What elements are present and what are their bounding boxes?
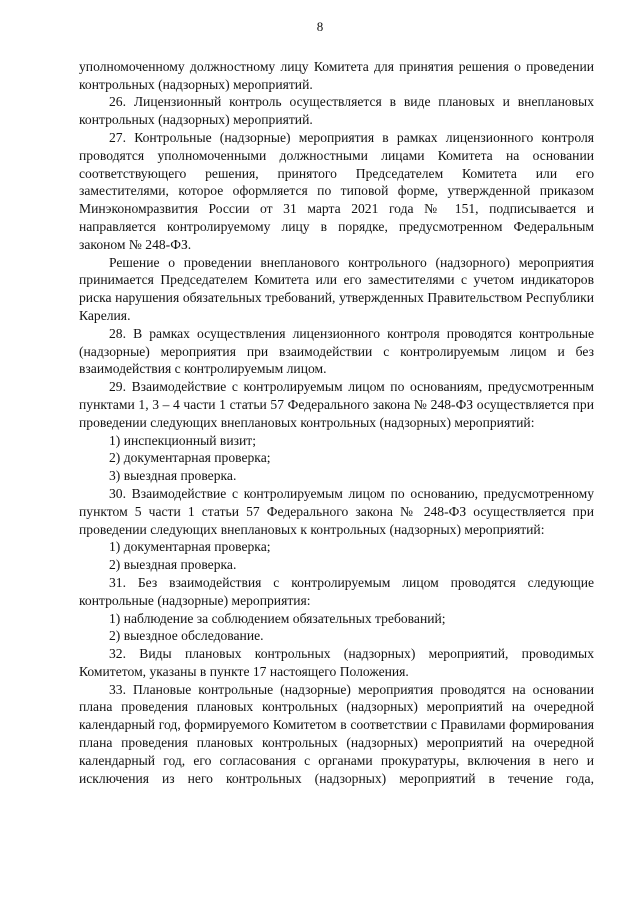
paragraph: 32. Виды плановых контрольных (надзорных) мероприятий, проводимых Комитетом, указаны в пункте 17 настоящего Положения.	[79, 646, 594, 679]
paragraph: 28. В рамках осуществления лицензионного контроля проводятся контрольные (надзорные) мероприятия при взаимодействии с контролируемым лицом и без взаимодействия с контролируемым лицом.	[79, 325, 594, 377]
paragraph: Решение о проведении внепланового контрольного (надзорного) мероприятия принимается Председателем Комитета или его заместителями с учетом индикаторов риска нарушения обязательных требований, утвержденных Правительством Республики Карелия.	[79, 254, 594, 323]
paragraph: 33. Плановые контрольные (надзорные) мероприятия проводятся на основании плана проведения плановых контрольных (надзорных) мероприятий на очередной календарный год, формируемого Комитетом в соответствии с Правилами формирования плана проведения плановых контрольных (надзорных) мероприятий на очередной календарный год, его согласования с органами прокуратуры, включения в него и исключения из него контрольных (надзорных) мероприятий в течение года,	[79, 681, 594, 786]
paragraph: 26. Лицензионный контроль осуществляется в виде плановых и внеплановых контрольных (надзорных) мероприятий.	[79, 94, 594, 128]
paragraph: 27. Контрольные (надзорные) мероприятия в рамках лицензионного контроля проводятся уполномоченными должностными лицами Комитета на основании соответствующего решения, принятого Председателем Комитета или его заместителями, которое оформляется по типовой форме, утвержденной приказом Минэкономразвития России от 31 марта 2021 года № 151, подписывается и направляется контролируемому лицу в порядке, предусмотренном Федеральным законом № 248-ФЗ.	[79, 129, 594, 252]
list-item: 2) выездное обследование.	[109, 628, 264, 644]
paragraph: уполномоченному должностному лицу Комитета для принятия решения о проведении контрольных (надзорных) мероприятий.	[79, 58, 594, 92]
list-item: 2) выездная проверка.	[109, 557, 237, 573]
list-item: 1) инспекционный визит;	[109, 432, 256, 448]
list-item: 2) документарная проверка;	[109, 450, 271, 466]
page-number: 8	[316, 19, 324, 34]
paragraph: 31. Без взаимодействия с контролируемым лицом проводятся следующие контрольные (надзорные) мероприятия:	[79, 574, 594, 608]
list-item: 3) выездная проверка.	[109, 468, 237, 484]
list-item: 1) наблюдение за соблюдением обязательных требований;	[109, 610, 446, 626]
list-item: 1) документарная проверка;	[109, 539, 271, 555]
paragraph: 29. Взаимодействие с контролируемым лицом по основаниям, предусмотренным пунктами 1, 3 – 4 части 1 статьи 57 Федерального закона № 248-ФЗ осуществляется при проведении следующих внеплановых контрольных (надзорных) мероприятий:	[79, 379, 594, 430]
document-body	[79, 58, 594, 788]
paragraph: 30. Взаимодействие с контролируемым лицом по основанию, предусмотренному пунктом 5 части 1 статьи 57 Федерального закона № 248-ФЗ осуществляется при проведении следующих внеплановых к контрольных (надзорных) мероприятий:	[79, 485, 594, 537]
